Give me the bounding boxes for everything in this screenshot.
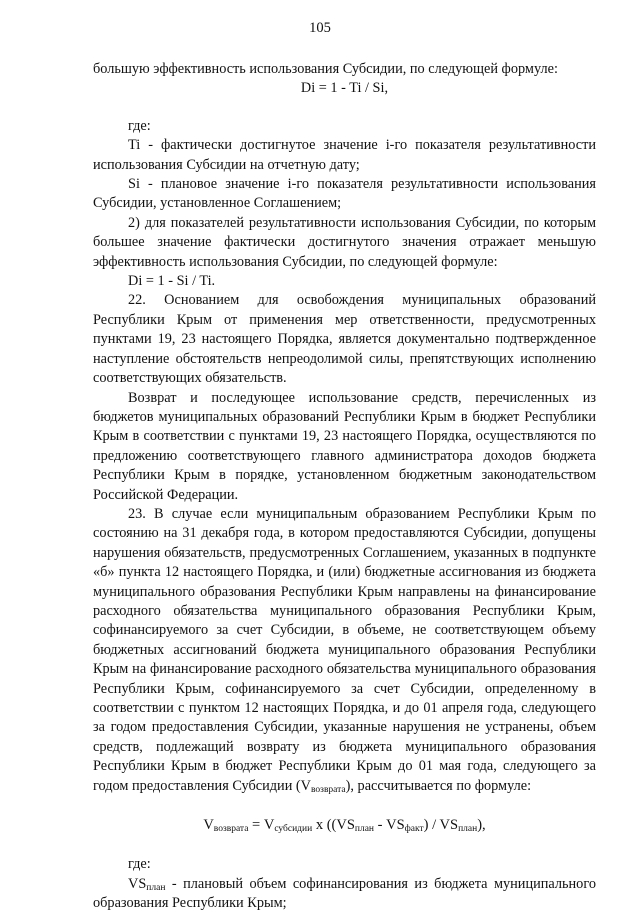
where-label-1: где: bbox=[128, 117, 151, 134]
formula-3: $V_{возврата} = V_{субсидии}$ x $((VS_{план} - VS_{факт}) / VS_{план})$, bbox=[203, 817, 486, 835]
paragraph-intro: большую эффективность использования Субсидии, по следующей формуле: bbox=[93, 61, 558, 77]
formula-1: Di = 1 - Ti / Si, bbox=[300, 80, 389, 97]
item-2: 2) для показателей результативности использования Субсидии, по которым большее значение фактически достигнутого значения отражает меньшую эффективность использования Субсидии, по следующей формуле: bbox=[93, 214, 596, 270]
definition-vs-plan: $VS_{план}$ - плановый объем софинансирования из бюджета муниципального образования Республики Крым; bbox=[93, 875, 596, 912]
page-number: 105 bbox=[309, 20, 331, 36]
return-paragraph: Возврат и последующее использование средств, перечисленных из бюджетов муниципальных образований Республики Крым в бюджет Республики Крым в соответствии с пунктами 19, 23 настоящего Порядка, осуществляются по предложению соответствующего главного администратора доходов бюджета Республики Крым в порядке, установленном бюджетным законодательством Российской Федерации. bbox=[93, 389, 596, 503]
formula-2: Di = 1 - Si / Ti. bbox=[128, 273, 216, 290]
definition-s: Si - плановое значение i-го показателя результативности использования Субсидии, установленное Соглашением; bbox=[93, 176, 596, 212]
definition-t: Ti - фактически достигнутое значение i-го показателя результативности использования Субсидии на отчетную дату; bbox=[93, 137, 596, 173]
document-body bbox=[93, 60, 596, 914]
item-23: 23. В случае если муниципальным образованием Республики Крым по состоянию на 31 декабря года, в котором предоставляются Субсидии, допущены нарушения обязательств, предусмотренных Соглашением, указанных в подпункте «б» пункта 12 настоящего Порядка, и (или) бюджетные ассигнования из бюджета муниципального образования Республики Крым направлены на финансирование расходного обязательства муниципального образования Республики Крым, софинансируемого за счет Субсидии, в объеме, не соответствующем объему бюджетных ассигнований бюджета муниципального образования Республики Крым на финансирование расходного обязательства муниципального образования Республики Крым, софинансируемого за счет Субсидии, определенному в соответствии с пунктом 12 настоящих Порядка, и до 01 апреля года, следующего за годом предоставления Субсидии, указанные нарушения не устранены, объем средств, подлежащий возврату из бюджета муниципального образования Республики Крым в бюджет Республики Крым до 01 мая года, следующего за годом предоставления Субсидии $(V_{возврата})$, рассчитывается по формуле: bbox=[93, 505, 596, 795]
item-22: 22. Основанием для освобождения муниципальных образований Республики Крым от применения мер ответственности, предусмотренных пунктами 19, 23 настоящего Порядка, является документально подтвержденное наступление обстоятельств непреодолимой силы, препятствующих исполнению соответствующих обязательств. bbox=[93, 292, 596, 387]
where-label-2: где: bbox=[128, 856, 151, 873]
